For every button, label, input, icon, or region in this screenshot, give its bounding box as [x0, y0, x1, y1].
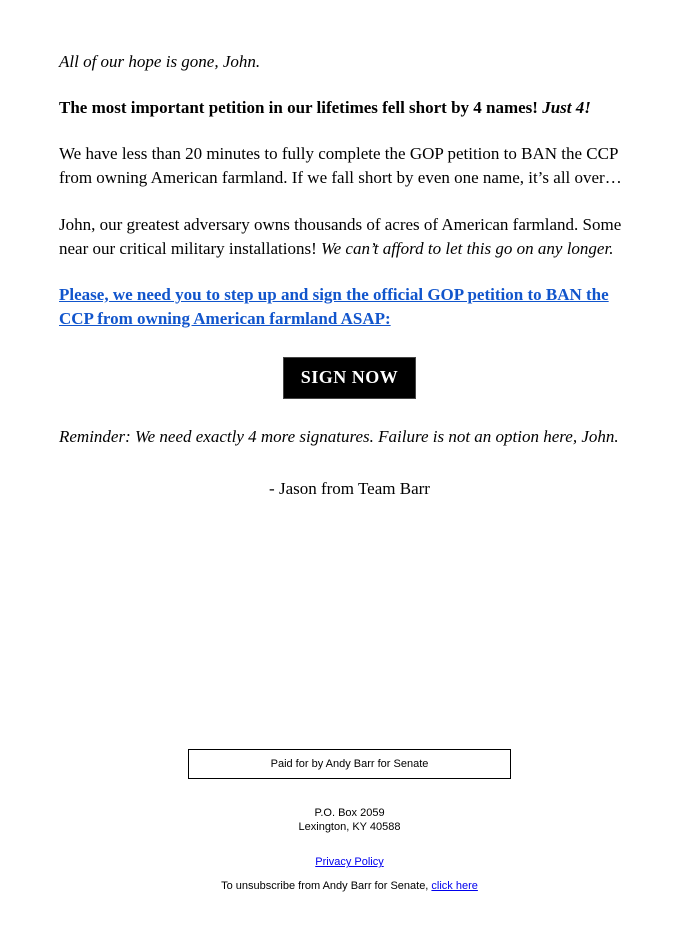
unsubscribe-text: To unsubscribe from Andy Barr for Senate, — [221, 880, 432, 893]
headline-text: The most important petition in our lifetimes fell short by 4 names! — [59, 98, 543, 118]
unsubscribe-link[interactable]: click here — [431, 880, 478, 893]
sign-now-button[interactable]: SIGN NOW — [283, 357, 417, 399]
reminder-text: Reminder: We need exactly 4 more signatures. Failure is not an option here, John. — [59, 426, 619, 446]
privacy-row — [59, 856, 640, 868]
unsubscribe-row — [59, 880, 640, 922]
email-footer — [59, 749, 640, 923]
signature-text: - Jason from Team Barr — [269, 478, 430, 498]
email-body — [59, 50, 640, 501]
greeting-line — [59, 50, 640, 74]
petition-link[interactable]: Please, we need you to step up and sign the official GOP petition to BAN the CCP from owning American farmland ASAP: — [59, 284, 609, 328]
reminder-line — [59, 425, 640, 449]
paid-for-disclaimer-text: Paid for by Andy Barr for Senate — [270, 757, 429, 770]
headline — [59, 96, 640, 120]
paragraph-deadline — [59, 142, 640, 190]
paragraph-adversary-text: John, our greatest adversary owns thousands of acres of American farmland. Some near our critical military installations! — [59, 214, 622, 258]
paragraph-deadline-text: We have less than 20 minutes to fully complete the GOP petition to BAN the CCP from owning American farmland. If we fall short by even one name, it’s all over… — [59, 144, 622, 188]
address-line-1: P.O. Box 2059 — [314, 806, 385, 819]
paragraph-adversary — [59, 213, 640, 261]
mailing-address — [59, 807, 640, 835]
address-line-2: Lexington, KY 40588 — [298, 820, 401, 833]
button-row — [59, 357, 640, 399]
paid-for-disclaimer-box — [188, 749, 511, 779]
headline-emphasis: Just 4! — [542, 98, 591, 118]
greeting-text: All of our hope is gone, John. — [59, 52, 261, 71]
cta-paragraph — [59, 283, 640, 331]
signature-line — [59, 477, 640, 501]
privacy-policy-link[interactable]: Privacy Policy — [315, 856, 384, 869]
paragraph-adversary-emphasis: We can’t afford to let this go on any longer. — [321, 238, 614, 258]
